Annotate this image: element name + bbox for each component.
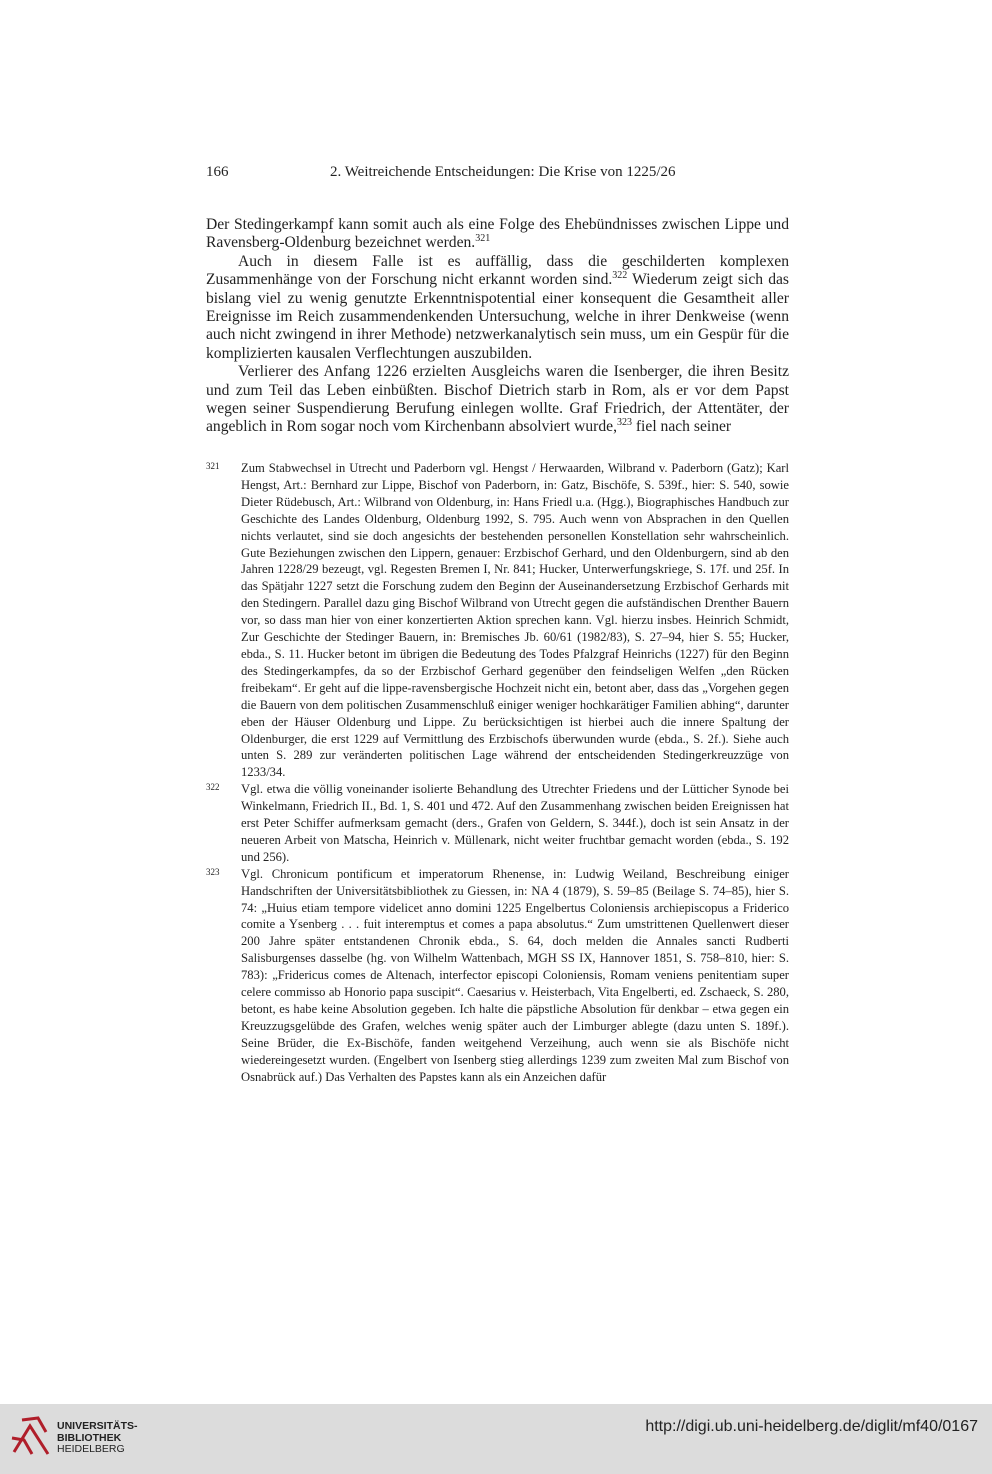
library-logo-icon [10, 1414, 52, 1458]
footnote-text: Vgl. Chronicum pontificum et imperatorum Rhenense, in: Ludwig Weiland, Beschreibung einiger Handschriften der Universitätsbibliothek zu Giessen, in: NA 4 (1879), S. 59–85 (Beilage S. 74–85), hier S. 74: „Huius etiam tempore videlicet anno domini 1225 Engelbertus Coloniensis archiepiscopus a Friderico comite a Ysenberg . . . fuit interemptus et comes a papa absolutus.“ Zum umstrittenen Quellenwert dieser 200 Jahre später entstandenen Chronik ebda., S. 64, doch melden die Annales sancti Rudberti Salisburgenses dasselbe (hg. von Wilhelm Wattenbach, MGH SS IX, Hannover 1851, S. 758–810, hier: S. 783): „Fridericus comes de Altenach, interfector episcopi Coloniensis, Romam veniens penitentiam super celere commisso ab Honorio papa suscipit“. Caesarius v. Heisterbach, Vita Engelberti, ed. Zschaeck, S. 280, betont, es habe keine Absolution gegeben. Ich halte die päpstliche Absolution für denkbar – etwa gegen ein Kreuzzugsgelübde des Grafen, welches wenig später auch der Limburger ablegte (dazu unten S. 189f.). Seine Brüder, die Ex-Bischöfe, fanden weitgehend Verzeihung, auch wenn sie als Bischöfe nicht wiedereingesetzt wurden. (Engelbert von Isenberg stieg allerdings 1239 zum zweiten Mal zum Bischof von Osnabrück auf.) Das Verhalten des Papstes kann als ein Anzeichen dafür [241, 866, 789, 1084]
source-url-link[interactable]: http://digi.ub.uni-heidelberg.de/diglit/mf40/0167 [645, 1418, 978, 1435]
footnote-number: 323 [206, 866, 220, 877]
footnotes [206, 460, 789, 1086]
logo-line-1: UNIVERSITÄTS- [57, 1420, 138, 1432]
page-number: 166 [206, 164, 229, 180]
paragraph-2 [206, 253, 789, 363]
paragraph-3 [206, 363, 789, 437]
paragraph-1-text: Der Stedingerkampf kann somit auch als eine Folge des Ehebündnisses zwischen Lippe und Ravensberg-Oldenburg bezeichnet werden. [206, 216, 789, 252]
footnote-323 [206, 866, 789, 1086]
running-head: 2. Weitreichende Entscheidungen: Die Krise von 1225/26 [330, 164, 676, 180]
paragraph-2-text-a: Auch in diesem Falle ist es auffällig, dass die geschilderten komplexen Zusammenhänge von der Forschung nicht erkannt worden sind. [206, 252, 789, 289]
paragraph-3-text-a: Verlierer des Anfang 1226 erzielten Ausgleichs waren die Isenberger, die ihren Besitz und zum Teil das Leben einbüßten. Bischof Dietrich starb in Rom, als er vor dem Papst wegen seiner Suspendierung Berufung einlegen wollte. Graf Friedrich, der Attentäter, der angeblich in Rom sogar noch vom Kirchenbann absolviert wurde, [206, 363, 789, 436]
footnote-text: Zum Stabwechsel in Utrecht und Paderborn vgl. Hengst / Herwaarden, Wilbrand v. Paderborn (Gatz); Karl Hengst, Art.: Bernhard zur Lippe, Bischof von Paderborn, in: Gatz, Bischöfe, S. 539f., hier: S. 540, sowie Dieter Rüdebusch, Art.: Wilbrand von Oldenburg, in: Hans Friedl u.a. (Hgg.), Biographisches Handbuch zur Geschichte des Landes Oldenburg, Oldenburg 1992, S. 795. Auch wenn von Absprachen in den Quellen nichts verlautet, sind sie doch angesichts der bestehenden personellen Konstellation sehr wahrscheinlich. Gute Beziehungen zwischen den Lippern, genauer: Erzbischof Gerhard, und den Oldenburgern, sind ab den Jahren 1228/29 bezeugt, vgl. Regesten Bremen I, Nr. 841; Hucker, Unterwerfungskriege, S. 17f. und 25f. In das Spätjahr 1227 setzt die Forschung zudem den Beginn der Auseinandersetzung Erzbischof Gerhards mit den Stedingern. Parallel dazu ging Bischof Wilbrand von Utrecht gegen die aufständischen Drenther Bauern vor, so dass man hier von einer konzertierten Aktion sprechen kann. Vgl. hierzu insbes. Heinrich Schmidt, Zur Geschichte der Stedinger Bauern, in: Bremisches Jb. 60/61 (1982/83), S. 27–94, hier S. 55; Hucker, ebda., S. 11. Hucker betont im übrigen die Bedeutung des Todes Pfalzgraf Heinrichs (1227) für den Beginn des Stedingerkampfes, da so der Erzbischof Gerhard gegenüber den feindseligen Welfen „den Rücken freibekam“. Er geht auf die lippe-ravensbergische Hochzeit nicht ein, betont aber, dass das „Vorgehen gegen die Bauern von dem politischen Zusammenschluß einiger weniger hochkarätiger Familien abhing“, darunter eben der Häuser Oldenburg und Lippe. Zu berücksichtigen ist hierbei auch die innere Spaltung der Oldenburger, die erst 1229 auf Vermittlung des Erzbischofs überwunden wurde (ebda., S. 2f.). Siehe auch unten S. 289 zur veränderten politischen Lage während der entscheidenden Stedingerkreuzzüge von 1233/34. [241, 461, 789, 780]
body-text [206, 216, 789, 437]
paragraph-1 [206, 216, 789, 253]
footnote-number: 321 [206, 461, 220, 471]
paragraph-3-text-b: fiel nach seiner [631, 418, 732, 436]
library-logo-text [57, 1421, 138, 1456]
footnote-text: Vgl. etwa die völlig voneinander isolierte Behandlung des Utrechter Friedens und der Lütticher Synode bei Winkelmann, Friedrich II., Bd. 1, S. 401 und 472. Auf den Zusammenhang zwischen beiden Ereignissen hat erst Peter Schiffer aufmerksam gemacht (ders., Grafen von Geldern, S. 344f.), doch ist sein Ansatz in der neueren Arbeit von Matscha, Heinrich v. Müllenark, nicht weiter fruchtbar gemacht worden (ebda., S. 192 und 256). [241, 782, 789, 864]
footnote-ref-322[interactable]: 322 [612, 270, 628, 282]
footnote-321 [206, 460, 789, 781]
footnote-ref-321[interactable]: 321 [475, 233, 491, 245]
logo-line-3: HEIDELBERG [57, 1443, 125, 1455]
paragraph-2-text-b: Wiederum zeigt sich das bislang viel zu wenig genutzte Erkenntnispotential einer konsequent die Gesamtheit aller Ereignisse im Reich zusammendenkenden Untersuchung, welche in ihrer Denkweise (wenn auch nicht zwingend in ihrer Methode) netzwerkanalytisch sein muss, um ein Gespür für die komplizierten kausalen Verflechtungen auszubilden. [206, 271, 789, 362]
footnote-322 [206, 781, 789, 866]
footnote-number: 322 [206, 782, 220, 793]
footnote-ref-323[interactable]: 323 [616, 417, 632, 429]
logo-line-2: BIBLIOTHEK [57, 1431, 122, 1444]
footer-bar [0, 1404, 992, 1474]
page-header [206, 164, 788, 184]
